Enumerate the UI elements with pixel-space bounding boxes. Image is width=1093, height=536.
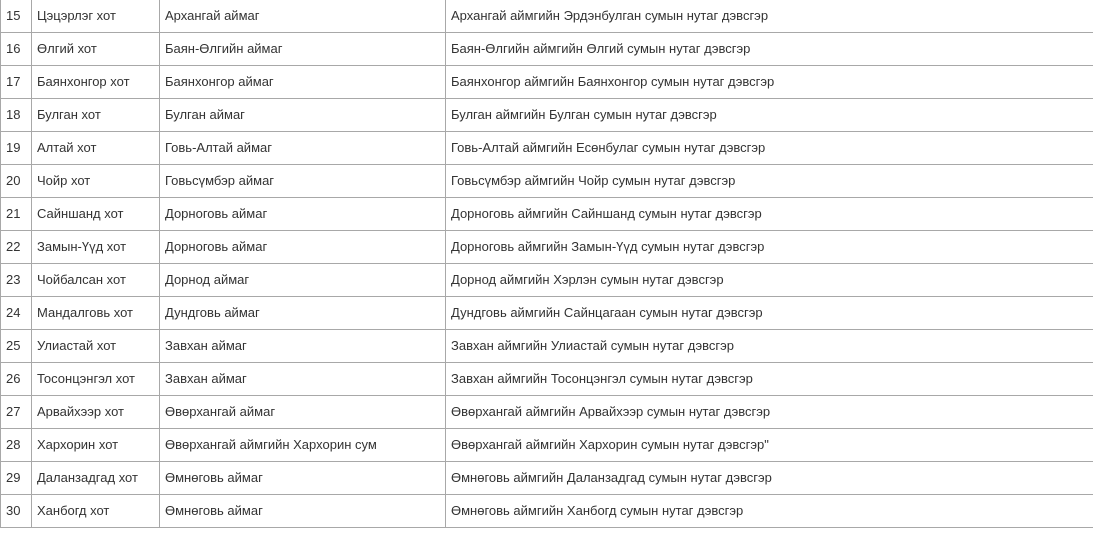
row-number: 20 <box>1 165 32 198</box>
table-row <box>1 396 1093 429</box>
aimag-name: Баян-Өлгийн аймаг <box>160 33 446 66</box>
city-name: Улиастай хот <box>32 330 160 363</box>
row-number: 21 <box>1 198 32 231</box>
row-number: 29 <box>1 462 32 495</box>
aimag-name: Өвөрхангай аймаг <box>160 396 446 429</box>
aimag-name: Говь-Алтай аймаг <box>160 132 446 165</box>
aimag-name: Завхан аймаг <box>160 363 446 396</box>
aimag-name: Дорноговь аймаг <box>160 231 446 264</box>
territory-description: Баянхонгор аймгийн Баянхонгор сумын нутаг дэвсгэр <box>446 66 1093 99</box>
table-row <box>1 231 1093 264</box>
territory-description: Дорноговь аймгийн Сайншанд сумын нутаг дэвсгэр <box>446 198 1093 231</box>
city-name: Арвайхээр хот <box>32 396 160 429</box>
aimag-name: Баянхонгор аймаг <box>160 66 446 99</box>
aimag-name: Өмнөговь аймаг <box>160 495 446 528</box>
city-name: Алтай хот <box>32 132 160 165</box>
row-number: 15 <box>1 0 32 33</box>
city-name: Чойбалсан хот <box>32 264 160 297</box>
territory-description: Завхан аймгийн Тосонцэнгэл сумын нутаг дэвсгэр <box>446 363 1093 396</box>
row-number: 17 <box>1 66 32 99</box>
territory-description: Өмнөговь аймгийн Даланзадгад сумын нутаг дэвсгэр <box>446 462 1093 495</box>
city-name: Даланзадгад хот <box>32 462 160 495</box>
row-number: 25 <box>1 330 32 363</box>
table-row <box>1 99 1093 132</box>
city-name: Тосонцэнгэл хот <box>32 363 160 396</box>
row-number: 24 <box>1 297 32 330</box>
territory-description: Дорнод аймгийн Хэрлэн сумын нутаг дэвсгэр <box>446 264 1093 297</box>
city-name: Чойр хот <box>32 165 160 198</box>
row-number: 16 <box>1 33 32 66</box>
aimag-name: Архангай аймаг <box>160 0 446 33</box>
territory-description: Завхан аймгийн Улиастай сумын нутаг дэвсгэр <box>446 330 1093 363</box>
city-name: Хархорин хот <box>32 429 160 462</box>
row-number: 18 <box>1 99 32 132</box>
table-row <box>1 132 1093 165</box>
aimag-name: Дорнод аймаг <box>160 264 446 297</box>
table-row <box>1 0 1093 33</box>
aimag-name: Дундговь аймаг <box>160 297 446 330</box>
city-name: Замын-Үүд хот <box>32 231 160 264</box>
city-name: Ханбогд хот <box>32 495 160 528</box>
territory-description: Өвөрхангай аймгийн Арвайхээр сумын нутаг дэвсгэр <box>446 396 1093 429</box>
aimag-name: Өмнөговь аймаг <box>160 462 446 495</box>
city-name: Цэцэрлэг хот <box>32 0 160 33</box>
territory-description: Булган аймгийн Булган сумын нутаг дэвсгэр <box>446 99 1093 132</box>
table-row <box>1 363 1093 396</box>
territory-description: Дорноговь аймгийн Замын-Үүд сумын нутаг дэвсгэр <box>446 231 1093 264</box>
territory-description: Дундговь аймгийн Сайнцагаан сумын нутаг дэвсгэр <box>446 297 1093 330</box>
city-name: Сайншанд хот <box>32 198 160 231</box>
table-row <box>1 165 1093 198</box>
table-row <box>1 297 1093 330</box>
row-number: 26 <box>1 363 32 396</box>
row-number: 23 <box>1 264 32 297</box>
table-row <box>1 462 1093 495</box>
table-row <box>1 198 1093 231</box>
row-number: 28 <box>1 429 32 462</box>
table-row <box>1 66 1093 99</box>
row-number: 30 <box>1 495 32 528</box>
aimag-name: Говьсүмбэр аймаг <box>160 165 446 198</box>
table-row <box>1 429 1093 462</box>
aimag-name: Өвөрхангай аймгийн Хархорин сум <box>160 429 446 462</box>
table-row <box>1 330 1093 363</box>
territory-description: Говьсүмбэр аймгийн Чойр сумын нутаг дэвсгэр <box>446 165 1093 198</box>
city-name: Баянхонгор хот <box>32 66 160 99</box>
aimag-name: Завхан аймаг <box>160 330 446 363</box>
territory-description: Говь-Алтай аймгийн Есөнбулаг сумын нутаг дэвсгэр <box>446 132 1093 165</box>
city-name: Булган хот <box>32 99 160 132</box>
table-row <box>1 495 1093 528</box>
row-number: 27 <box>1 396 32 429</box>
territory-description: Баян-Өлгийн аймгийн Өлгий сумын нутаг дэвсгэр <box>446 33 1093 66</box>
city-name: Мандалговь хот <box>32 297 160 330</box>
aimag-name: Булган аймаг <box>160 99 446 132</box>
city-name: Өлгий хот <box>32 33 160 66</box>
table-row <box>1 264 1093 297</box>
row-number: 22 <box>1 231 32 264</box>
territory-description: Өмнөговь аймгийн Ханбогд сумын нутаг дэвсгэр <box>446 495 1093 528</box>
aimag-name: Дорноговь аймаг <box>160 198 446 231</box>
territory-description: Архангай аймгийн Эрдэнбулган сумын нутаг дэвсгэр <box>446 0 1093 33</box>
territory-description: Өвөрхангай аймгийн Хархорин сумын нутаг дэвсгэр" <box>446 429 1093 462</box>
row-number: 19 <box>1 132 32 165</box>
table-row <box>1 33 1093 66</box>
